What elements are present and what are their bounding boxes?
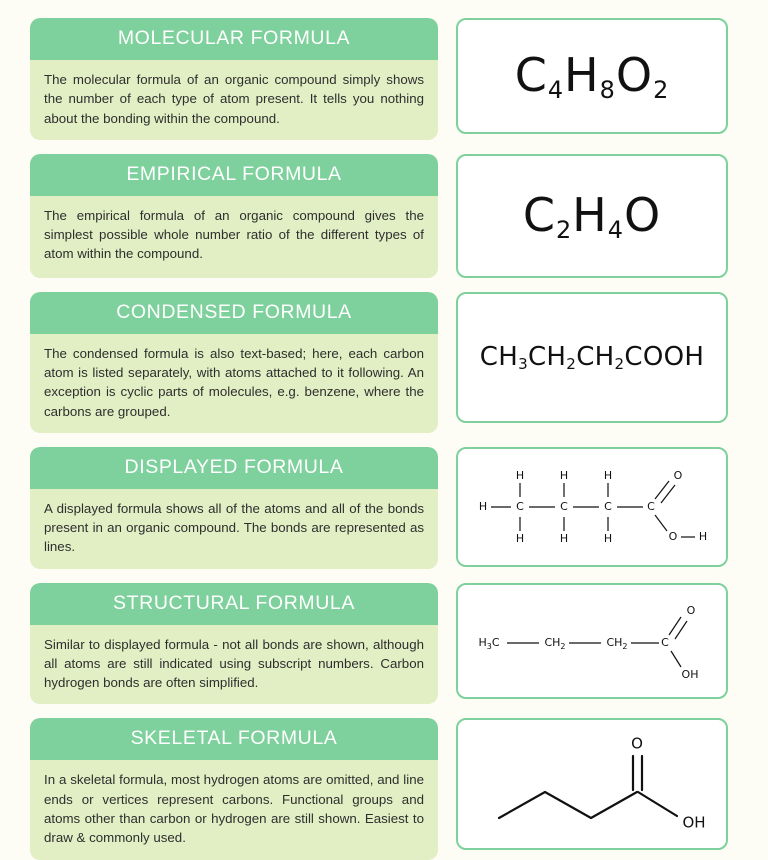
formula-card: [456, 447, 728, 567]
atom-label-ch2: $CH_2$: [544, 635, 566, 651]
formula-part: O: [623, 187, 662, 242]
empirical-formula-text: [523, 188, 661, 244]
formula-part: CH: [576, 341, 615, 372]
atom-label-c: C: [516, 499, 524, 513]
atom-label-h: H: [559, 531, 569, 545]
card-description: The molecular formula of an organic compound simply shows the number of each type of atom present. It tells you nothing about the bonding within the compound.: [44, 72, 424, 126]
atom-label-oh: OH: [681, 667, 699, 681]
card-title: DISPLAYED FORMULA: [30, 447, 438, 489]
atom-label-oh: OH: [682, 813, 706, 832]
formula-part-sub: 4: [547, 76, 565, 105]
formula-card: [456, 292, 728, 423]
description-card: [30, 718, 438, 859]
atom-label-h: H: [478, 499, 488, 513]
atom-label-h: H: [603, 531, 613, 545]
atom-label-c: C: [604, 499, 612, 513]
atom-label-h: H: [603, 468, 613, 482]
formula-part: C: [522, 187, 556, 242]
formula-part: H: [564, 47, 600, 102]
card-title: CONDENSED FORMULA: [30, 292, 438, 334]
row-molecular-formula: [30, 18, 740, 140]
formula-card: [456, 583, 728, 699]
description-card: [30, 583, 438, 705]
condensed-formula-text: [480, 342, 705, 373]
description-card: [30, 154, 438, 278]
formula-part: CH: [527, 341, 567, 372]
formula-part-sub: 2: [555, 215, 573, 244]
formula-card: [456, 154, 728, 278]
displayed-formula-diagram: [463, 451, 721, 563]
row-empirical-formula: [30, 154, 740, 278]
formula-part-sub: 2: [653, 76, 670, 105]
formula-card: [456, 18, 728, 134]
formula-part-sub: 2: [566, 354, 577, 373]
atom-label-h: H: [515, 531, 525, 545]
atom-label-h: H: [559, 468, 569, 482]
atom-label-o: O: [668, 529, 678, 543]
card-description: Similar to displayed formula - not all bonds are shown, although all atoms are still indicated using subscript numbers. Carbon hydrogen bonds are often simplified.: [44, 636, 424, 691]
description-card: [30, 447, 438, 569]
formula-card: [456, 718, 728, 850]
card-description: The condensed formula is also text-based; here, each carbon atom is listed separately, with atoms attached to it following. An exception is cyclic parts of molecules, e.g. benzene, where the carbons are grouped.: [44, 345, 424, 419]
atom-label-o: O: [673, 468, 683, 482]
formula-part: C: [514, 47, 548, 102]
description-card: [30, 292, 438, 433]
atom-label-h: H: [515, 468, 525, 482]
card-description: In a skeletal formula, most hydrogen atoms are omitted, and line ends or vertices represent carbons. Functional groups and atoms other than carbon or hydrogen are still shown. Easiest to draw & commonly used.: [44, 772, 424, 846]
card-title: STRUCTURAL FORMULA: [30, 583, 438, 625]
atom-label-c: C: [661, 635, 669, 649]
formula-part: O: [615, 47, 654, 102]
row-displayed-formula: [30, 447, 740, 569]
molecular-formula-text: [515, 48, 670, 104]
card-description: A displayed formula shows all of the atoms and all of the bonds present in an organic compound. The bonds are represented as lines.: [44, 500, 424, 555]
formula-part-sub: 8: [599, 76, 616, 105]
atom-label-h3c: $H_3C$: [478, 635, 500, 651]
atom-label-h: H: [698, 529, 708, 543]
atom-label-o: O: [686, 603, 696, 617]
formula-part: H: [572, 187, 608, 242]
card-title: SKELETAL FORMULA: [30, 718, 438, 760]
formula-part-sub: 2: [614, 354, 625, 373]
description-card: [30, 18, 438, 140]
atom-label-o: O: [631, 734, 643, 753]
structural-formula-diagram: [463, 587, 721, 695]
row-condensed-formula: [30, 292, 740, 433]
row-structural-formula: [30, 583, 740, 705]
formula-part-sub: 4: [607, 215, 624, 244]
atom-label-ch2: $CH_2$: [606, 635, 628, 651]
skeletal-formula-diagram: [463, 722, 721, 846]
formula-part: COOH: [624, 341, 705, 372]
formula-part: CH: [479, 341, 519, 372]
atom-label-c: C: [647, 499, 655, 513]
row-skeletal-formula: [30, 718, 740, 859]
card-title: EMPIRICAL FORMULA: [30, 154, 438, 196]
formula-part-sub: 3: [518, 354, 528, 373]
atom-label-c: C: [560, 499, 568, 513]
card-title: MOLECULAR FORMULA: [30, 18, 438, 60]
card-description: The empirical formula of an organic compound gives the simplest possible whole number ratio of the different types of atom within the compound.: [44, 207, 424, 262]
